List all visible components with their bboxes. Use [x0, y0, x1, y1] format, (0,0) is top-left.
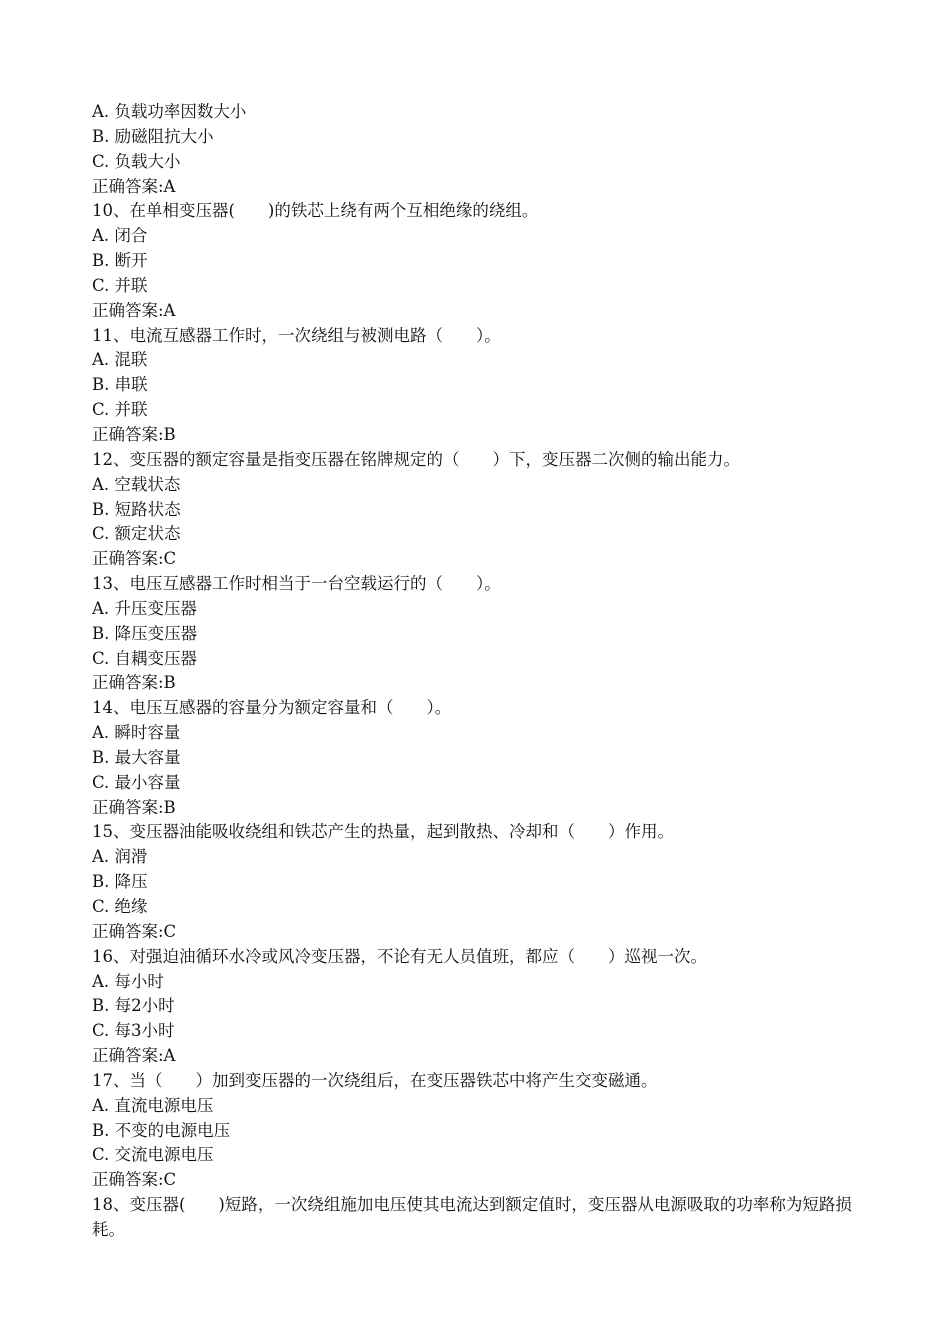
option-line: A. 混联: [92, 350, 148, 370]
answer-line: 正确答案:A: [92, 1046, 176, 1066]
answer-line: 正确答案:B: [92, 673, 176, 693]
answer-line: 正确答案:C: [92, 1170, 177, 1190]
question-line: 12、变压器的额定容量是指变压器在铭牌规定的（ ）下，变压器二次侧的输出能力。: [92, 449, 740, 469]
question-list: [92, 100, 862, 1243]
option-line: B. 每2小时: [92, 996, 175, 1016]
option-line: C. 最小容量: [92, 772, 181, 792]
question-line: 18、变压器( )短路，一次绕组施加电压使其电流达到额定值时，变压器从电源吸取的功率称为短路损耗。: [92, 1195, 852, 1239]
option-line: C. 并联: [92, 400, 148, 420]
question-line: 11、电流互感器工作时，一次绕组与被测电路（ ）。: [92, 325, 501, 345]
option-line: B. 降压变压器: [92, 623, 198, 643]
option-line: B. 串联: [92, 375, 148, 395]
option-line: B. 励磁阻抗大小: [92, 126, 214, 146]
option-line: A. 直流电源电压: [92, 1095, 214, 1115]
option-line: C. 负载大小: [92, 151, 181, 171]
option-line: A. 每小时: [92, 971, 164, 991]
option-line: A. 闭合: [92, 226, 148, 246]
option-line: C. 额定状态: [92, 524, 181, 544]
question-line: 17、当（ ）加到变压器的一次绕组后，在变压器铁芯中将产生交变磁通。: [92, 1070, 658, 1090]
option-line: C. 绝缘: [92, 897, 148, 916]
option-line: C. 并联: [92, 275, 148, 295]
answer-line: 正确答案:C: [92, 549, 177, 569]
option-line: B. 断开: [92, 251, 148, 271]
question-line: 15、变压器油能吸收绕组和铁芯产生的热量，起到散热、冷却和（ ）作用。: [92, 822, 674, 842]
option-line: A. 升压变压器: [92, 598, 197, 618]
question-line: 14、电压互感器的容量分为额定容量和（ ）。: [92, 698, 452, 718]
option-line: B. 最大容量: [92, 747, 181, 767]
option-line: C. 交流电源电压: [92, 1145, 214, 1165]
option-line: C. 每3小时: [92, 1021, 175, 1041]
answer-line: 正确答案:B: [92, 424, 176, 444]
option-line: A. 空载状态: [92, 474, 181, 494]
option-line: A. 瞬时容量: [92, 723, 181, 743]
option-line: B. 短路状态: [92, 499, 181, 519]
question-line: 10、在单相变压器( )的铁芯上绕有两个互相绝缘的绕组。: [92, 201, 539, 221]
option-line: B. 降压: [92, 872, 148, 892]
answer-line: 正确答案:C: [92, 921, 177, 941]
answer-line: 正确答案:B: [92, 797, 176, 817]
question-line: 13、电压互感器工作时相当于一台空载运行的（ ）。: [92, 574, 501, 594]
option-line: B. 不变的电源电压: [92, 1120, 231, 1140]
answer-line: 正确答案:A: [92, 176, 176, 196]
option-line: A. 润滑: [92, 847, 148, 867]
question-line: 16、对强迫油循环水冷或风冷变压器，不论有无人员值班，都应（ ）巡视一次。: [92, 946, 707, 966]
option-line: A. 负载功率因数大小: [92, 102, 247, 121]
option-line: C. 自耦变压器: [92, 648, 198, 668]
answer-line: 正确答案:A: [92, 300, 176, 320]
